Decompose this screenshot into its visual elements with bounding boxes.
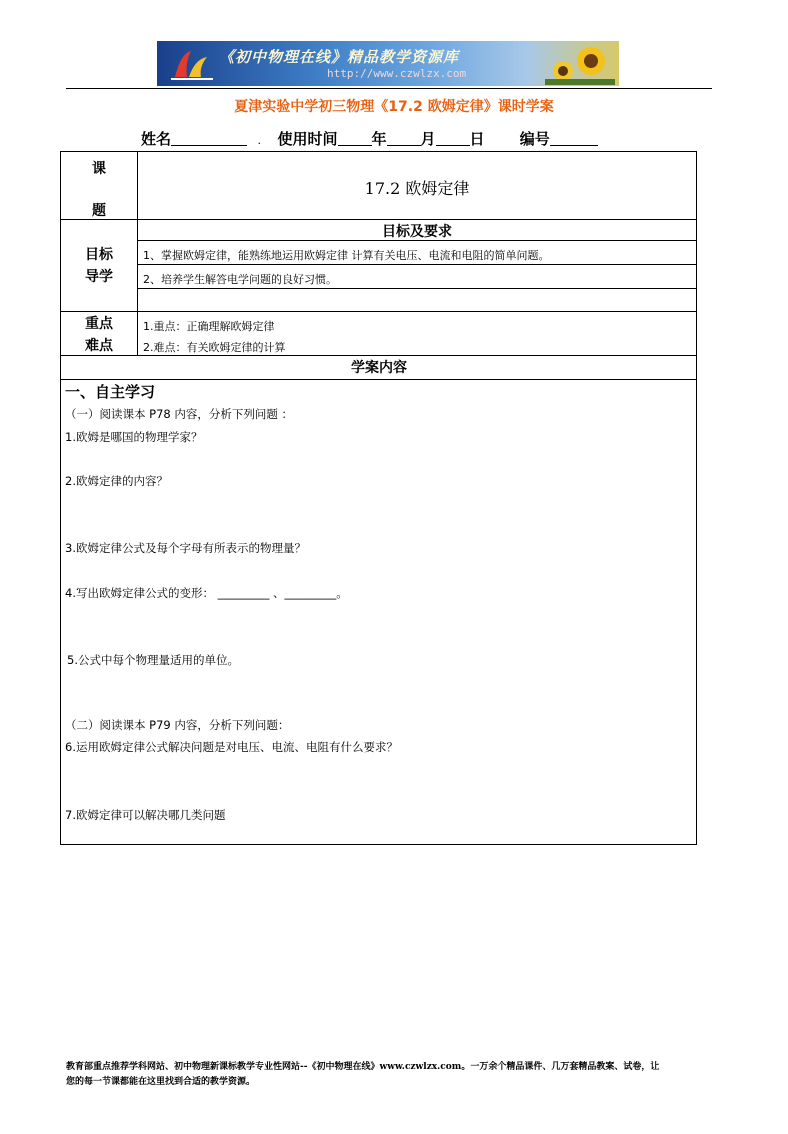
info-line <box>141 128 598 149</box>
footer-line-1: 教育部重点推荐学科网站、初中物理新课标教学专业性网站--《初中物理在线》www.czwlzx.com。一万余个精品课件、几万套精品教案、试卷，让 <box>66 1062 660 1072</box>
footer-line-2: 您的每一节课都能在这里找到合适的教学资源。 <box>66 1077 256 1087</box>
question-5: 5.公式中每个物理量适用的单位。 <box>67 653 239 667</box>
topic-label-top: 课 <box>92 161 106 177</box>
question-7: 7.欧姆定律可以解决哪几类问题 <box>65 808 226 822</box>
question-2: 2.欧姆定律的内容？ <box>65 474 168 488</box>
day-label: 日 <box>469 130 485 148</box>
year-label: 年 <box>371 130 387 148</box>
goal-item-1: 1、掌握欧姆定律，能熟练地运用欧姆定律 计算有关电压、电流和电阻的简单问题。 <box>143 249 550 262</box>
question-1: 1.欧姆是哪国的物理学家？ <box>65 430 203 444</box>
topic-label-bottom: 题 <box>92 203 106 219</box>
goals-label-bottom: 导学 <box>85 269 113 285</box>
topic-title: 17.2 欧姆定律 <box>364 179 470 198</box>
row-divider <box>137 264 697 265</box>
goal-item-2: 2、培养学生解答电学问题的良好习惯。 <box>143 273 337 286</box>
sunflower-image <box>545 45 615 85</box>
banner <box>157 41 619 86</box>
number-blank <box>550 131 598 146</box>
goals-label-top: 目标 <box>85 247 113 263</box>
year-blank <box>338 131 372 146</box>
difficult-point: 2.难点：有关欧姆定律的计算 <box>143 341 286 354</box>
row-divider <box>61 219 697 220</box>
key-label-bottom: 难点 <box>85 338 113 354</box>
banner-url[interactable]: http://www.czwlzx.com <box>327 67 467 80</box>
header-rule <box>66 88 712 89</box>
question-4: 4.写出欧姆定律公式的变形： _________ 、_________。 <box>65 586 348 600</box>
row-divider <box>61 379 697 380</box>
site-logo <box>167 47 217 81</box>
footer-note <box>66 1060 716 1090</box>
name-blank <box>171 131 247 146</box>
separator-dot: . <box>257 134 261 147</box>
row-divider <box>137 288 697 289</box>
part-1-intro: （一）阅读课本 P78 内容，分析下列问题 ： <box>65 407 294 421</box>
month-blank <box>387 131 421 146</box>
document-title: 夏津实验中学初三物理《17.2 欧姆定律》课时学案 <box>234 99 554 115</box>
question-3: 3.欧姆定律公式及每个字母有所表示的物理量？ <box>65 541 306 555</box>
goals-header: 目标及要求 <box>382 224 452 240</box>
section-heading: 一、自主学习 <box>65 383 156 401</box>
question-6: 6.运用欧姆定律公式解决问题是对电压、电流、电阻有什么要求？ <box>65 740 398 754</box>
key-point: 1.重点：正确理解欧姆定律 <box>143 320 275 333</box>
lesson-table <box>60 151 697 845</box>
month-label: 月 <box>420 130 436 148</box>
key-label-top: 重点 <box>85 316 113 332</box>
name-label: 姓名 <box>141 130 172 148</box>
content-header: 学案内容 <box>351 360 407 376</box>
number-label: 编号 <box>519 130 550 148</box>
day-blank <box>436 131 470 146</box>
row-divider <box>61 355 697 356</box>
part-2-intro: （二）阅读课本 P79 内容，分析下列问题： <box>65 718 290 732</box>
time-label: 使用时间 <box>277 130 338 148</box>
banner-title: 《初中物理在线》精品教学资源库 <box>219 48 460 66</box>
row-divider <box>61 311 697 312</box>
